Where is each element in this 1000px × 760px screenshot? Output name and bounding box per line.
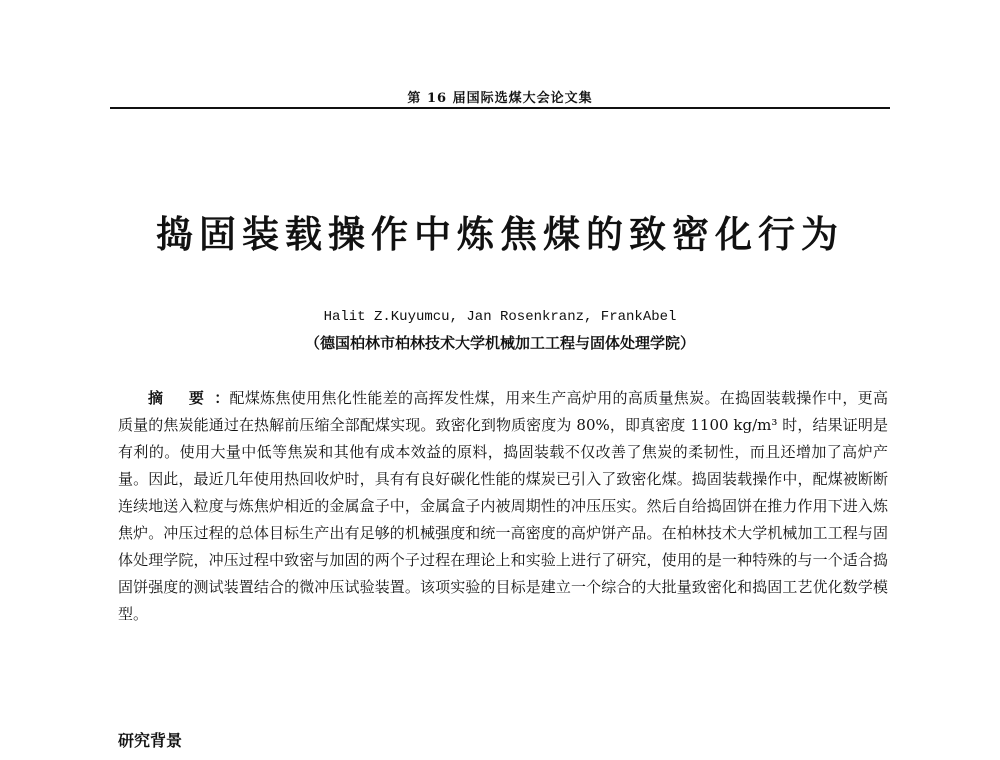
abstract-label: 摘 要: [148, 389, 215, 407]
running-header: 第 16 届国际选煤大会论文集: [407, 91, 593, 106]
header-rule: [110, 107, 890, 109]
section-heading: 研究背景: [118, 731, 183, 750]
abstract-text: 配煤炼焦使用焦化性能差的高挥发性煤，用来生产高炉用的高质量焦炭。在捣固装载操作中，更高质量的焦炭能通过在热解前压缩全部配煤实现。致密化到物质密度为 80%，即真密度 1100 kg/m³ 时，结果证明是有利的。使用大量中低等焦炭和其他有成本效益的原料，捣固装载不仅改善了焦炭的柔韧性，而且还增加了高炉产量。因此，最近几年使用热回收炉时，具有有良好碳化性能的煤炭已引入了致密化煤。捣固装载操作中，配煤被断断连续地送入粒度与炼焦炉相近的金属盒子中，金属盒子内被周期性的冲压压实。然后自给捣固饼在推力作用下进入炼焦炉。冲压过程的总体目标生产出有足够的机械强度和统一高密度的高炉饼产品。在柏林技术大学机械加工工程与固体处理学院，冲压过程中致密与加固的两个子过程在理论上和实验上进行了研究，使用的是一种特殊的与一个适合捣固饼强度的测试装置结合的微冲压试验装置。该项实验的目标是建立一个综合的大批量致密化和捣固工艺优化数学模型。: [118, 389, 888, 623]
affiliation: （德国柏林市柏林技术大学机械加工工程与固体处理学院）: [304, 334, 695, 352]
abstract-label-colon: ：: [214, 389, 230, 407]
author-list: Halit Z.Kuyumcu, Jan Rosenkranz, FrankAbel: [323, 309, 677, 325]
abstract: [118, 385, 888, 628]
paper-title: 捣固装载操作中炼焦煤的致密化行为: [156, 212, 844, 256]
